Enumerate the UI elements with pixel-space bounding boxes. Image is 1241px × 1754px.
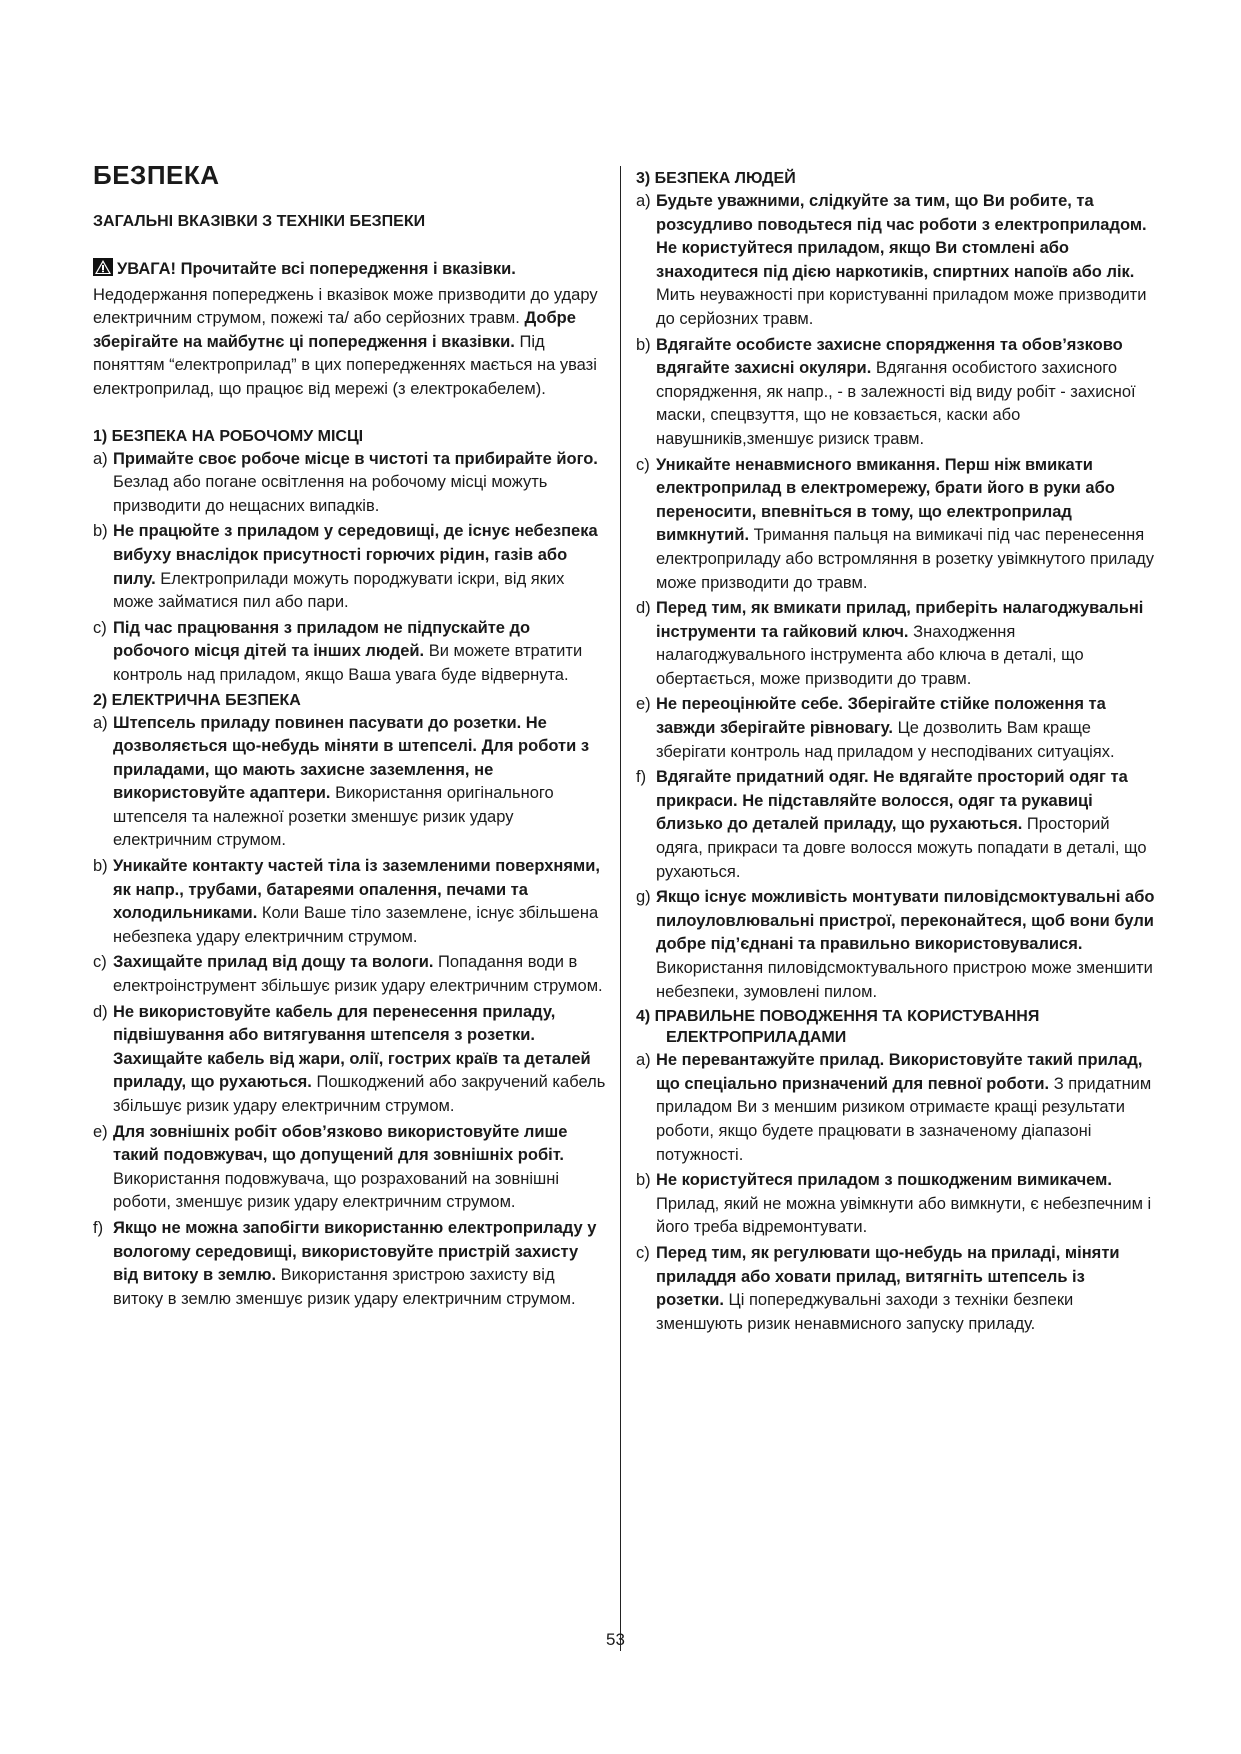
warning-bold-1: УВАГА! Прочитайте всі попередження і вказівки. (117, 260, 516, 278)
item-label: a) (93, 713, 108, 732)
item-text (656, 190, 1156, 332)
list-item (636, 1169, 1156, 1240)
item-text (113, 712, 606, 854)
item-text (113, 951, 606, 998)
warning-paragraph (93, 258, 606, 402)
item-label: f) (93, 1218, 104, 1237)
section-personal (636, 168, 1156, 1004)
item-bold-text: Захищайте прилад від дощу та вологи. (113, 953, 434, 972)
item-text (656, 1242, 1156, 1336)
item-label: f) (636, 768, 647, 787)
list-item (93, 617, 606, 688)
item-label: d) (636, 599, 651, 618)
section-work-area (93, 426, 606, 688)
item-regular-text: Вдягання особистого захисного спорядження, як напр., - в залежності від виду робіт - захисної маски, спецвзуття, що не ковзається, каски або навушників,зменшує ризиск травм. (656, 359, 1136, 448)
item-text (656, 693, 1156, 764)
item-regular-text: Безлад або погане освітлення на робочому місці можуть призводити до нещасних випадків. (113, 473, 548, 515)
item-label: c) (93, 618, 107, 637)
item-regular-text: Знаходження налагоджувального інструмента або ключа в деталі, що обертається, може призводити до травм. (656, 622, 1084, 688)
item-regular-text: Використання оригінального штепселя та належної розетки зменшує ризик удару електричним струмом. (113, 784, 554, 850)
column-divider (620, 166, 621, 1651)
item-text (656, 1049, 1156, 1167)
list-item (636, 597, 1156, 691)
item-text (656, 334, 1156, 452)
item-bold-text: Вдягайте особисте захисне спорядження та обов’язково вдягайте захисні окуляри. (656, 335, 1123, 378)
warning-text-2: Під поняттям “електроприлад” в цих попередженнях мається на увазі електроприлад, що працює від мережі (з електрокабелем). (93, 332, 597, 398)
item-bold-text: Перед тим, як вмикати прилад, приберіть налагоджувальні інструменти та гайковий ключ. (656, 599, 1144, 641)
item-label: a) (636, 1051, 651, 1070)
left-column (93, 160, 606, 1313)
warning-triangle-icon (93, 258, 113, 284)
warning-text-1: Недодержання попереджень і вказівок може призводити до удару електричним струмом, пожежі та/ або серйозних травм. (93, 285, 598, 328)
item-label: e) (93, 1122, 108, 1141)
item-regular-text: Ці попереджувальні заходи з техніки безпеки зменшують ризик ненавмисного запуску приладу. (656, 1291, 1074, 1333)
list-item (636, 1049, 1156, 1167)
list-item (93, 448, 606, 519)
item-bold-text: Не працюйте з приладом у середовищі, де існує небезпека вибуху внаслідок присутності горючих рідин, газів або пилу. (113, 522, 598, 588)
general-safety-subtitle: ЗАГАЛЬНІ ВКАЗІВКИ З ТЕХНІКИ БЕЗПЕКИ (93, 213, 426, 230)
item-bold-text: Уникайте ненавмисного вмикання. Перш ніж вмикати електроприлад в електромережу, брати його в руки або переносити, впевніться в тому, що електроприлад вимкнутий. (656, 455, 1115, 545)
item-text (113, 1001, 606, 1119)
item-bold-text: Вдягайте придатний одяг. Не вдягайте просторий одяг та прикраси. Не підставляйте волосся, одяг та рукавиці близько до деталей приладу, що рухаються. (656, 768, 1128, 834)
item-regular-text: Прилад, який не можна увімкнути або вимкнути, є небезпечним і його треба відремонтувати. (656, 1194, 1152, 1237)
list-item (636, 190, 1156, 332)
section-title: 3) БЕЗПЕКА ЛЮДЕЙ (636, 170, 796, 187)
item-bold-text: Не користуйтеся приладом з пошкодженим вимикачем. (656, 1171, 1112, 1190)
item-label: a) (93, 449, 108, 468)
item-regular-text: Коли Ваше тіло заземлене, існує збільшена небезпека удару електричним струмом. (113, 904, 599, 946)
list-item (93, 712, 606, 854)
item-regular-text: Використання пиловідсмоктувального пристрою може зменшити небезпеки, зумовлені пилом. (656, 959, 1153, 1001)
item-text (113, 520, 606, 614)
item-label: e) (636, 695, 651, 714)
item-bold-text: Уникайте контакту частей тіла із заземленими поверхнями, як напр., трубами, батареями опалення, печами та холодильниками. (113, 857, 600, 923)
item-bold-text: Не переоцінюйте себе. Зберігайте стійке положення та завжди зберігайте рівновагу. (656, 695, 1106, 738)
item-label: c) (93, 953, 107, 972)
item-bold-text: Якщо існує можливість монтувати пиловідсмоктувальні або пилоуловлювальні пристрої, переконайтеся, щоб вони були добре під’єднані та правильно використовувалися. (656, 888, 1155, 954)
item-text (113, 617, 606, 688)
item-regular-text: Мить неуважності при користуванні приладом може призводити до серйозних травм. (656, 286, 1147, 328)
item-regular-text: Використання зристрою захисту від витоку в землю зменшує ризик удару електричним струмом. (113, 1266, 576, 1308)
list-item (636, 886, 1156, 1004)
list-item (636, 454, 1156, 596)
item-regular-text: Електроприлади можуть породжувати іскри, від яких може займатися пил або пари. (113, 569, 565, 612)
item-bold-text: Будьте уважними, слідкуйте за тим, що Ви робите, та розсудливо поводьтеся під час роботи з електроприладом. Не користуйтеся приладом, якщо Ви стомлені або знаходитеся під дією наркотиків, спиртних напоїв або лік. (656, 192, 1147, 281)
item-bold-text: Перед тим, як регулювати що-небудь на приладі, міняти приладдя або ховати прилад, витягніть штепсель із розетки. (656, 1243, 1120, 1310)
item-bold-text: Для зовнішніх робіт обов’язково використовуйте лише такий подовжувач, що допущений для зовнішніх робіт. (113, 1122, 568, 1165)
item-label: b) (93, 522, 108, 541)
item-regular-text: З придатним приладом Ви з меншим ризиком отримаєте кращі результати роботи, якщо будете працювати в зазначеному діапазоні потужності. (656, 1074, 1152, 1164)
list-item (93, 1121, 606, 1215)
list-item (636, 334, 1156, 452)
list-item (636, 693, 1156, 764)
item-text (113, 855, 606, 949)
list-item (93, 951, 606, 998)
item-label: b) (636, 1171, 651, 1190)
item-text (656, 597, 1156, 691)
item-bold-text: Під час працювання з приладом не підпускайте до робочого місця дітей та інших людей. (113, 618, 531, 661)
page-title: БЕЗПЕКА (93, 160, 220, 190)
item-bold-text: Не перевантажуйте прилад. Використовуйте такий прилад, що спеціально призначений для певної роботи. (656, 1051, 1143, 1093)
item-regular-text: Використання подовжувача, що розрахований на зовнішні роботи, зменшує ризик удару електричним струмом. (113, 1169, 560, 1212)
item-text (656, 886, 1156, 1004)
list-item (93, 855, 606, 949)
item-label: b) (636, 335, 651, 354)
item-regular-text: Просторий одяга, прикраси та довге волосся можуть попадати в деталі, що рухаються. (656, 815, 1147, 881)
item-label: d) (93, 1002, 108, 1021)
item-regular-text: Попадання води в електроінструмент збільшує ризик удару електричним струмом. (113, 953, 603, 996)
item-text (113, 1217, 606, 1311)
section-title: 1) БЕЗПЕКА НА РОБОЧОМУ МІСЦІ (93, 427, 364, 445)
item-label: c) (636, 1243, 650, 1262)
item-bold-text: Не використовуйте кабель для перенесення приладу, підвішування або витягування штепселя з розетки. Захищайте кабель від жари, олії, гострих країв та деталей приладу, що рухаються. (113, 1002, 591, 1092)
list-item (93, 1217, 606, 1311)
item-text (656, 454, 1156, 596)
item-bold-text: Штепсель приладу повинен пасувати до розетки. Не дозволяється що-небудь міняти в штепселі. Для роботи з приладами, що мають захисне заземлення, не використовуйте адаптери. (113, 713, 590, 803)
list-item (93, 1001, 606, 1119)
item-label: g) (636, 888, 651, 907)
item-label: a) (636, 192, 651, 210)
list-item (93, 520, 606, 614)
section-electrical (93, 690, 606, 1312)
list-item (636, 1242, 1156, 1336)
right-column (636, 166, 1156, 1338)
item-label: c) (636, 455, 650, 474)
item-regular-text: Ви можете втратити контроль над приладом, якщо Ваша увага буде відвернута. (113, 642, 583, 684)
item-text (113, 448, 606, 519)
section-title: 2) ЕЛЕКТРИЧНА БЕЗПЕКА (93, 691, 301, 709)
item-text (656, 766, 1156, 884)
section-title: 4) ПРАВИЛЬНЕ ПОВОДЖЕННЯ ТА КОРИСТУВАННЯ ЕЛЕКТРОПРИЛАДАМИ (636, 1008, 1040, 1047)
item-regular-text: Це дозволить Вам краще зберігати контроль над приладом у несподіваних ситуаціях. (656, 719, 1115, 761)
warning-bold-2: Добре зберігайте на майбутнє ці попередження і вказівки. (93, 309, 576, 351)
item-regular-text: Пошкоджений або закручений кабель збільшує ризик удару електричним струмом. (113, 1073, 606, 1115)
item-text (656, 1169, 1156, 1240)
section-tool-use (636, 1006, 1156, 1336)
page-number: 53 (606, 1630, 625, 1649)
item-bold-text: Якщо не можна запобігти використанню електроприладу у вологому середовищі, використовуйте пристрій захисту від витоку в землю. (113, 1218, 597, 1285)
item-regular-text: Тримання пальця на вимикачі під час перенесення електроприладу або встромляння в розетку увімкнутого приладу може призводити до травм. (656, 526, 1155, 592)
item-label: b) (93, 857, 108, 876)
item-bold-text: Примайте своє робоче місце в чистоті та прибирайте його. (113, 449, 598, 468)
list-item (636, 766, 1156, 884)
item-text (113, 1121, 606, 1215)
